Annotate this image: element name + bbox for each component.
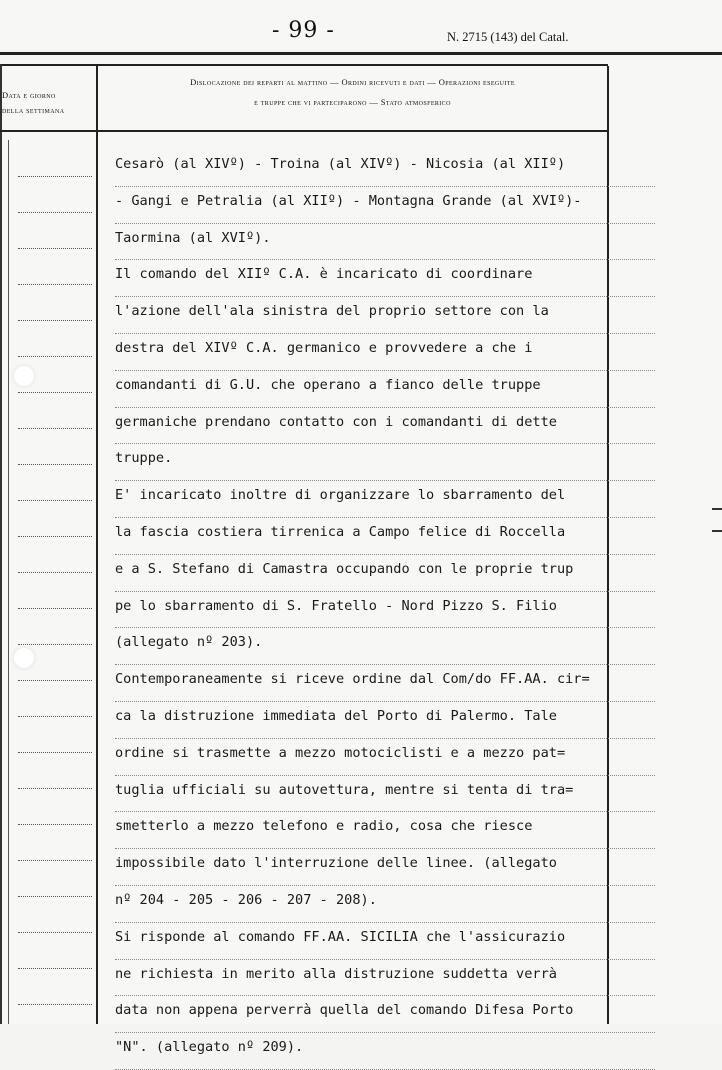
date-column-dotted-line <box>18 680 92 681</box>
date-column-dotted-line <box>18 536 92 537</box>
text-line: Il comando del XIIº C.A. è incaricato di coordinare <box>115 260 655 297</box>
text-line: comandanti di G.U. che operano a fianco delle truppe <box>115 371 655 408</box>
text-line: tuglia ufficiali su autovettura, mentre si tenta di tra= <box>115 776 655 813</box>
date-column-dotted-line <box>18 248 92 249</box>
date-column-dotted-line <box>18 572 92 573</box>
text-line: ordine si trasmette a mezzo motociclisti e a mezzo pat= <box>115 739 655 776</box>
date-column-dotted-line <box>18 968 92 969</box>
text-line: "N". (allegato nº 209). <box>115 1033 655 1070</box>
date-column-dotted-line <box>18 212 92 213</box>
text-line: Contemporaneamente si riceve ordine dal Com/do FF.AA. cir= <box>115 665 655 702</box>
main-column-header <box>100 72 605 112</box>
date-column-dotted-line <box>18 644 92 645</box>
date-column-dotted-line <box>18 320 92 321</box>
frame-left-border <box>0 64 2 1024</box>
date-column-dotted-line <box>18 176 92 177</box>
top-rule <box>0 52 722 55</box>
text-line: la fascia costiera tirrenica a Campo felice di Roccella <box>115 518 655 555</box>
text-line: e a S. Stefano di Camastra occupando con le proprie trup <box>115 555 655 592</box>
date-column-dotted-line <box>18 500 92 501</box>
text-line: Taormina (al XVIº). <box>115 224 655 261</box>
text-line: nº 204 - 205 - 206 - 207 - 208). <box>115 886 655 923</box>
date-column-dotted-line <box>18 788 92 789</box>
text-line: ca la distruzione immediata del Porto di Palermo. Tale <box>115 702 655 739</box>
text-line: impossibile dato l'interruzione delle linee. (allegato <box>115 849 655 886</box>
date-column-dotted-line <box>18 932 92 933</box>
date-column-dotted-line <box>18 716 92 717</box>
date-header-line: Data e giorno <box>2 90 56 100</box>
text-line: truppe. <box>115 444 655 481</box>
text-line: - Gangi e Petralia (al XIIº) - Montagna Grande (al XVIº)- <box>115 187 655 224</box>
text-line: smetterlo a mezzo telefono e radio, cosa che riesce <box>115 812 655 849</box>
date-column-dotted-line <box>18 824 92 825</box>
text-line: ne richiesta in merito alla distruzione suddetta verrà <box>115 960 655 997</box>
date-column-dotted-line <box>18 464 92 465</box>
date-column-dotted-line <box>18 896 92 897</box>
column-divider <box>96 66 98 1024</box>
text-line: E' incaricato inoltre di organizzare lo sbarramento del <box>115 481 655 518</box>
page-number: - 99 - <box>272 18 335 43</box>
text-line: data non appena perverrà quella del comando Difesa Porto <box>115 996 655 1033</box>
text-line: pe lo sbarramento di S. Fratello - Nord Pizzo S. Filio <box>115 592 655 629</box>
main-header-line: e truppe che vi parteciparono — Stato atmosferico <box>254 97 451 107</box>
header-bottom-rule <box>0 130 609 132</box>
date-column-dotted-line <box>18 356 92 357</box>
edge-mark <box>712 508 722 510</box>
text-line: Si risponde al comando FF.AA. SICILIA che l'assicurazio <box>115 923 655 960</box>
punch-hole <box>14 648 34 668</box>
date-header-line: della settimana <box>2 105 65 115</box>
date-column-dotted-line <box>18 284 92 285</box>
table-top-rule <box>0 64 608 66</box>
punch-hole <box>14 366 34 386</box>
text-line: Cesarò (al XIVº) - Troina (al XIVº) - Nicosia (al XIIº) <box>115 150 655 187</box>
main-header-line: Dislocazione dei reparti al mattino — Ordini ricevuti e dati — Operazioni eseguite <box>190 77 515 87</box>
body-text <box>115 150 655 1070</box>
date-column-inner-rule <box>8 140 9 1024</box>
date-column-header <box>2 88 94 118</box>
date-column-dotted-line <box>18 428 92 429</box>
date-column-dotted-line <box>18 860 92 861</box>
text-line: l'azione dell'ala sinistra del proprio settore con la <box>115 297 655 334</box>
date-column-dotted-line <box>18 1004 92 1005</box>
date-column-dotted-line <box>18 752 92 753</box>
catalog-reference: N. 2715 (143) del Catal. <box>447 30 569 44</box>
text-line: (allegato nº 203). <box>115 628 655 665</box>
date-column-dotted-line <box>18 608 92 609</box>
date-column-dotted-line <box>18 392 92 393</box>
text-line: destra del XIVº C.A. germanico e provvedere a che i <box>115 334 655 371</box>
edge-mark <box>712 530 722 532</box>
text-line: germaniche prendano contatto con i comandanti di dette <box>115 408 655 445</box>
